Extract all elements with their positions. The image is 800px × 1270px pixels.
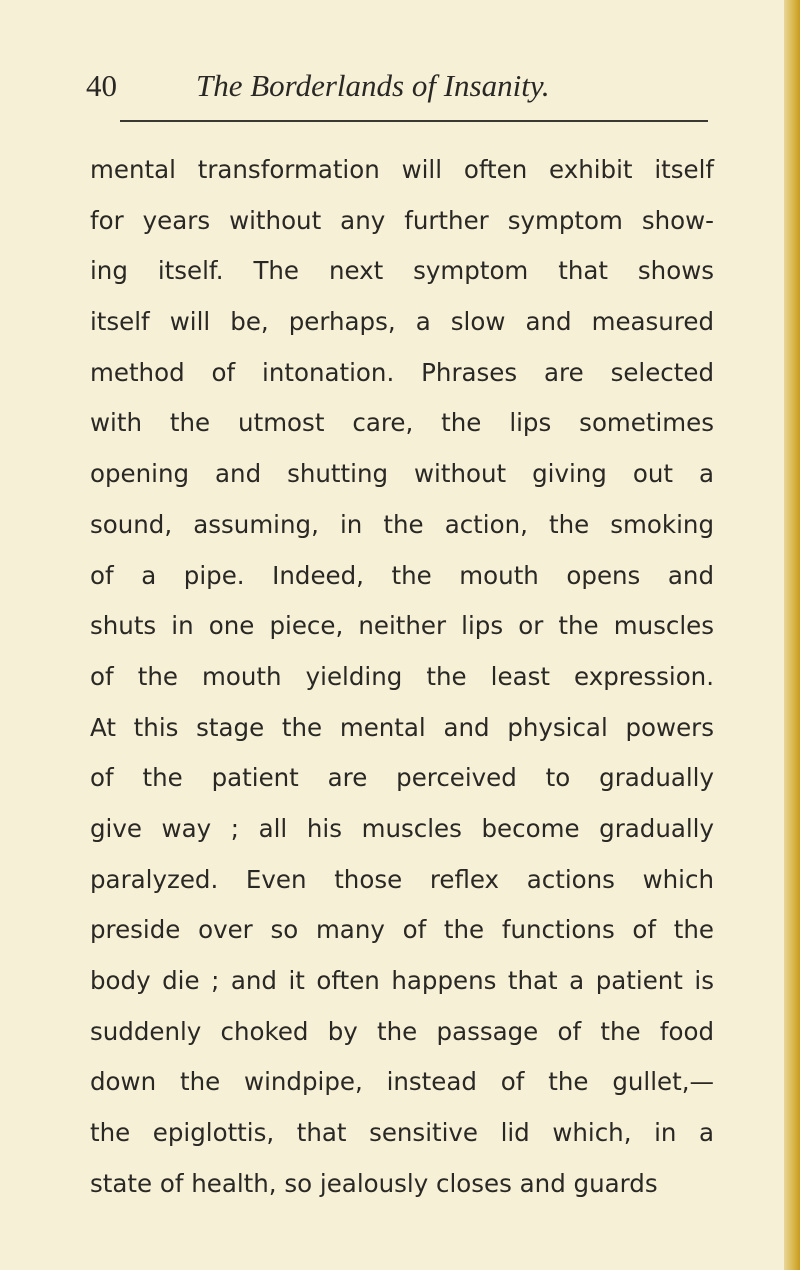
- text-line: of a pipe. Indeed, the mouth opens and: [90, 560, 714, 590]
- text-line: of the patient are perceived to gradually: [90, 763, 714, 793]
- text-line: ing itself. The next symptom that shows: [90, 256, 714, 286]
- header-rule: [120, 120, 708, 122]
- text-line: At this stage the mental and physical powers: [90, 712, 714, 742]
- text-line: suddenly choked by the passage of the food: [90, 1016, 714, 1046]
- running-title: The Borderlands of Insanity.: [196, 68, 550, 103]
- text-line: state of health, so jealously closes and guards: [90, 1168, 658, 1198]
- text-line: mental transformation will often exhibit itself: [90, 155, 714, 184]
- text-line: itself will be, perhaps, a slow and measured: [90, 307, 714, 337]
- body-text: [90, 145, 714, 1209]
- text-line: preside over so many of the functions of the: [90, 915, 714, 945]
- text-line: paralyzed. Even those reflex actions which: [90, 864, 714, 894]
- text-line: for years without any further symptom show-: [90, 205, 714, 235]
- page-number: 40: [86, 68, 117, 103]
- text-line: sound, assuming, in the action, the smoking: [90, 509, 714, 539]
- text-line: with the utmost care, the lips sometimes: [90, 408, 714, 438]
- text-line: the epiglottis, that sensitive lid which, in a: [90, 1118, 714, 1148]
- text-line: shuts in one piece, neither lips or the muscles: [90, 611, 714, 641]
- text-line: give way ; all his muscles become gradually: [90, 813, 714, 843]
- text-line: body die ; and it often happens that a patient is: [90, 966, 714, 995]
- page-edge: [784, 0, 800, 1270]
- page-header: [0, 66, 800, 106]
- text-line: down the windpipe, instead of the gullet,—: [90, 1067, 714, 1097]
- text-line: of the mouth yielding the least expression.: [90, 661, 714, 691]
- text-line: opening and shutting without giving out a: [90, 459, 714, 489]
- text-line: method of intonation. Phrases are selected: [90, 357, 714, 387]
